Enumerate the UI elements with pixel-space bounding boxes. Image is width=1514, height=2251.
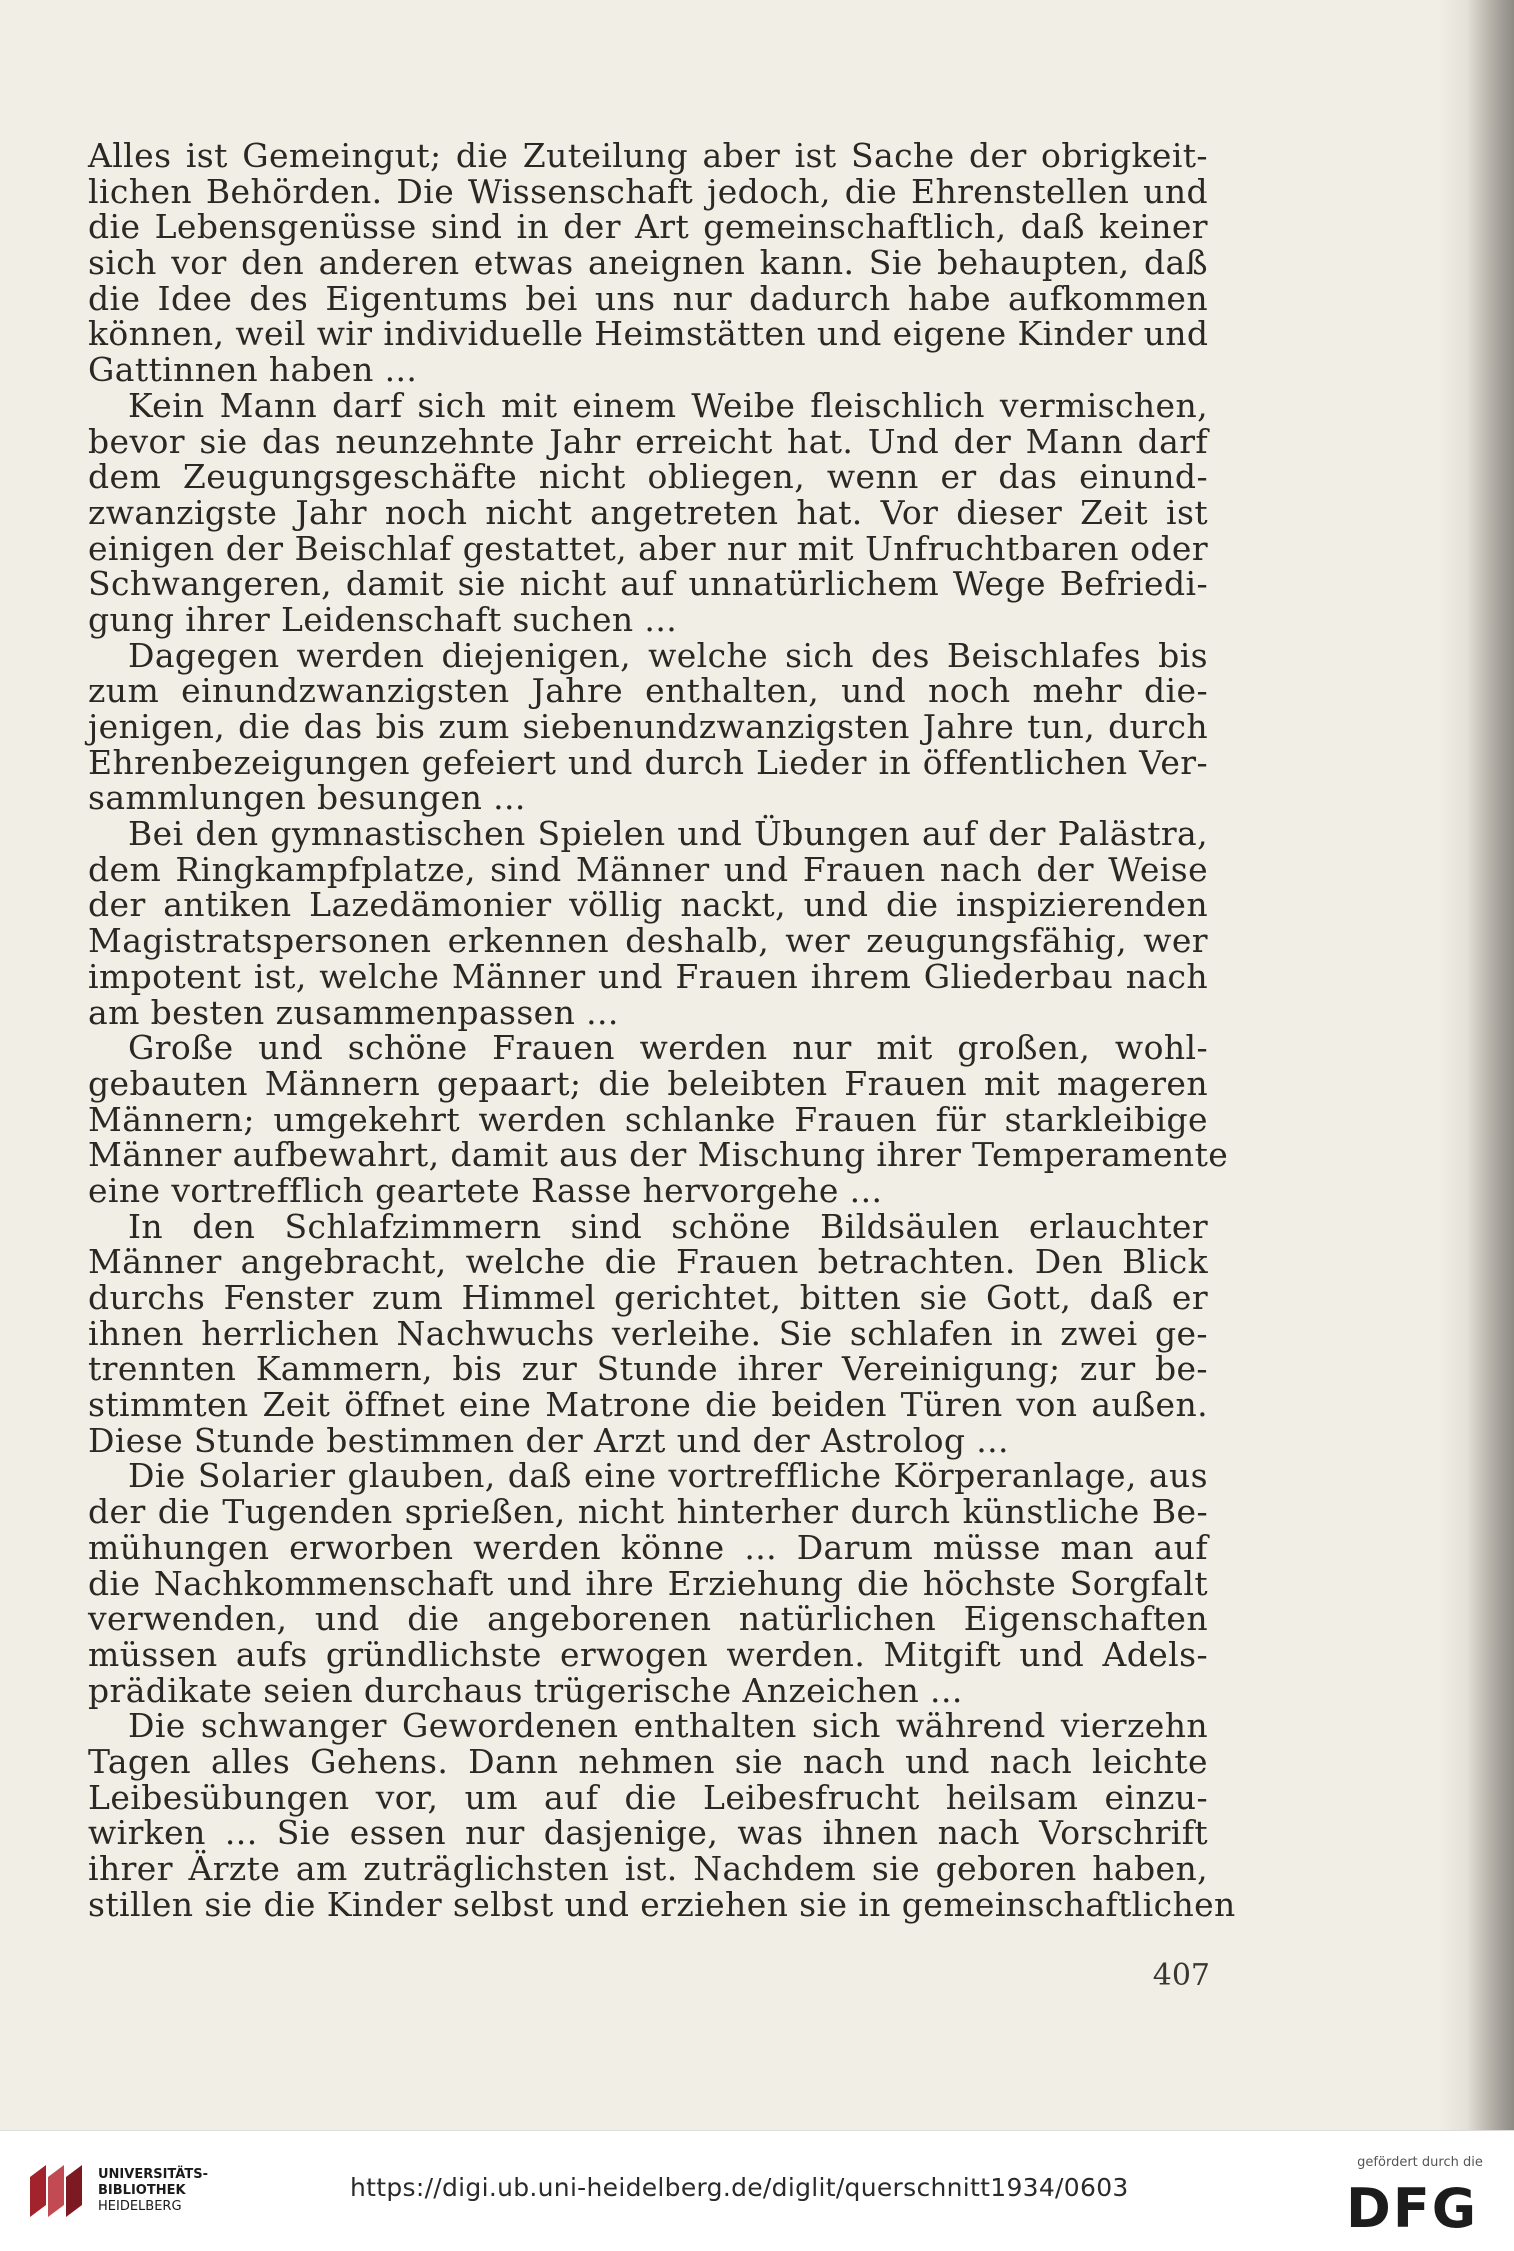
text-line: können, weil wir individuelle Heimstätten und eigene Kinder und (88, 314, 1209, 354)
text-line: die Nachkommenschaft und ihre Erziehung die höchste Sorgfalt (88, 1563, 1208, 1603)
page-gutter-shadow (1438, 0, 1468, 2130)
text-line: impotent ist, welche Männer und Frauen ihrem Gliederbau nach (88, 956, 1208, 996)
text-line: Leibesübungen vor, um auf die Leibesfrucht heilsam einzu- (88, 1777, 1208, 1817)
text-line: Diese Stunde bestimmen der Arzt und der Astrolog ... (88, 1420, 1009, 1460)
text-line: verwenden, und die angeborenen natürlichen Eigenschaften (88, 1599, 1208, 1639)
library-name-line2: BIBLIOTHEK (98, 2183, 186, 2198)
text-line: prädikate seien durchaus trügerische Anzeichen ... (88, 1670, 963, 1710)
text-line: wirken ... Sie essen nur dasjenige, was ihnen nach Vorschrift (88, 1813, 1208, 1853)
text-line: stimmten Zeit öffnet eine Matrone die beiden Türen von außen. (88, 1385, 1208, 1425)
library-name-line3: HEIDELBERG (98, 2199, 182, 2214)
dfg-logo[interactable]: DFG (1346, 2177, 1479, 2240)
text-line: trennten Kammern, bis zur Stunde ihrer Vereinigung; zur be- (88, 1349, 1208, 1389)
text-line: Die schwanger Gewordenen enthalten sich während vierzehn (128, 1706, 1208, 1746)
text-line: dem Zeugungsgeschäfte nicht obliegen, wenn er das einund- (88, 457, 1208, 497)
text-line: jenigen, die das bis zum siebenundzwanzigsten Jahre tun, durch (88, 707, 1208, 746)
body-text (88, 136, 1236, 1924)
library-name-line1: UNIVERSITÄTS- (98, 2167, 208, 2182)
text-line: die Lebensgenüsse sind in der Art gemeinschaftlich, daß keiner (88, 207, 1208, 247)
text-line: zwanzigste Jahr noch nicht angetreten hat. Vor dieser Zeit ist (88, 492, 1208, 532)
text-line: müssen aufs gründlichste erwogen werden. Mitgift und Adels- (88, 1634, 1208, 1674)
page-number: 407 (1152, 1958, 1210, 1993)
text-line: Die Solarier glauben, daß eine vortreffliche Körperanlage, aus (128, 1456, 1208, 1496)
viewer-footer (0, 2130, 1514, 2251)
funder-caption: gefördert durch die (1357, 2155, 1483, 2170)
text-line: mühungen erworben werden könne ... Darum müsse man auf (88, 1527, 1208, 1567)
text-line: Männer aufbewahrt, damit aus der Mischung ihrer Temperamente (88, 1135, 1229, 1175)
text-line: Bei den gymnastischen Spielen und Übungen auf der Palästra, (128, 814, 1208, 854)
text-line: der die Tugenden sprießen, nicht hinterher durch künstliche Be- (88, 1492, 1208, 1532)
text-line: Schwangeren, damit sie nicht auf unnatürlichem Wege Befriedi- (88, 564, 1208, 604)
text-line: eine vortrefflich geartete Rasse hervorgehe ... (88, 1170, 883, 1210)
text-line: Gattinnen haben ... (88, 350, 418, 390)
text-line: stillen sie die Kinder selbst und erziehen sie in gemeinschaftlichen (88, 1884, 1236, 1924)
library-name[interactable] (98, 2167, 208, 2215)
text-line: Männer angebracht, welche die Frauen betrachten. Den Blick (88, 1242, 1208, 1282)
text-line: sammlungen besungen ... (88, 778, 526, 818)
text-line: Dagegen werden diejenigen, welche sich des Beischlafes bis (128, 635, 1208, 675)
text-line: zum einundzwanzigsten Jahre enthalten, und noch mehr die- (88, 671, 1208, 711)
text-line: am besten zusammenpassen ... (88, 992, 619, 1032)
text-line: lichen Behörden. Die Wissenschaft jedoch, die Ehrenstellen und (88, 171, 1208, 211)
text-line: der antiken Lazedämonier völlig nackt, und die inspizierenden (88, 885, 1208, 925)
text-line: bevor sie das neunzehnte Jahr erreicht hat. Und der Mann darf (88, 421, 1208, 461)
text-line: Magistratspersonen erkennen deshalb, wer zeugungsfähig, wer (88, 921, 1208, 961)
text-line: Männern; umgekehrt werden schlanke Frauen für starkleibige (88, 1099, 1208, 1139)
text-line: gung ihrer Leidenschaft suchen ... (88, 599, 678, 639)
text-line: Große und schöne Frauen werden nur mit großen, wohl- (128, 1028, 1208, 1068)
university-library-logo-icon (26, 2161, 86, 2221)
text-line: Kein Mann darf sich mit einem Weibe fleischlich vermischen, (128, 385, 1208, 425)
text-line: durchs Fenster zum Himmel gerichtet, bitten sie Gott, daß er (88, 1278, 1208, 1317)
text-line: dem Ringkampfplatze, sind Männer und Frauen nach der Weise (88, 849, 1208, 889)
text-line: ihrer Ärzte am zuträglichsten ist. Nachdem sie geboren haben, (88, 1849, 1208, 1888)
text-line: Alles ist Gemeingut; die Zuteilung aber ist Sache der obrigkeit- (88, 136, 1208, 175)
text-line: sich vor den anderen etwas aneignen kann. Sie behaupten, daß (88, 243, 1208, 283)
permalink-url[interactable]: https://digi.ub.uni-heidelberg.de/diglit/querschnitt1934/0603 (350, 2173, 1129, 2202)
text-line: In den Schlafzimmern sind schöne Bildsäulen erlauchter (128, 1206, 1208, 1246)
book-spine-edge (1468, 0, 1514, 2130)
text-line: ihnen herrlichen Nachwuchs verleihe. Sie schlafen in zwei ge- (88, 1313, 1208, 1353)
text-line: Tagen alles Gehens. Dann nehmen sie nach und nach leichte (88, 1741, 1208, 1781)
text-line: Ehrenbezeigungen gefeiert und durch Lieder in öffentlichen Ver- (88, 742, 1208, 782)
text-line: gebauten Männern gepaart; die beleibten Frauen mit mageren (88, 1063, 1208, 1103)
text-line: die Idee des Eigentums bei uns nur dadurch habe aufkommen (88, 278, 1208, 318)
text-line: einigen der Beischlaf gestattet, aber nur mit Unfruchtbaren oder (88, 528, 1208, 568)
